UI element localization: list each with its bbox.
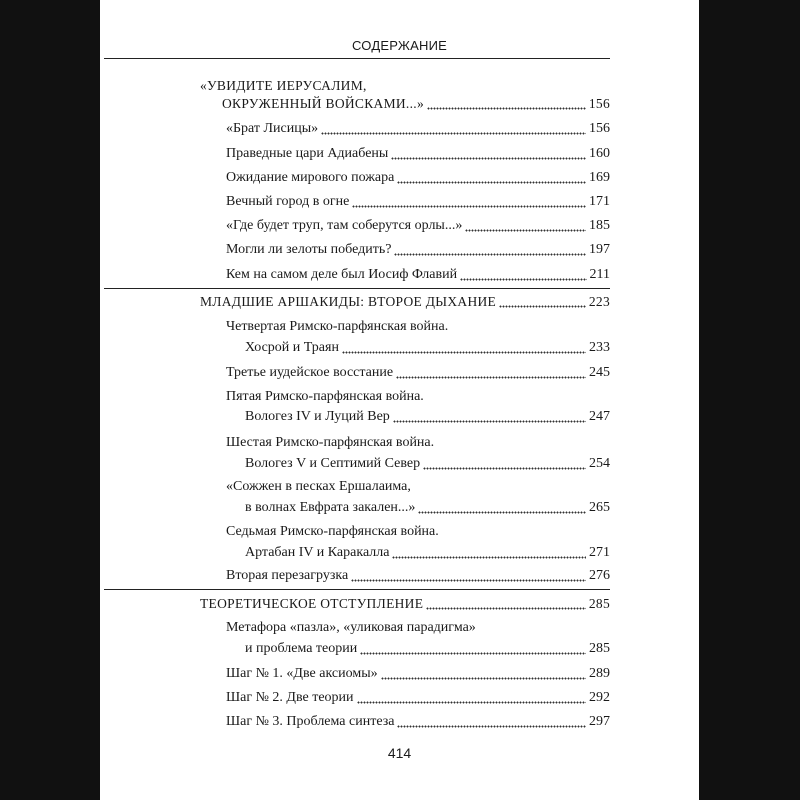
toc-section-title: ТЕОРЕТИЧЕСКОЕ ОТСТУПЛЕНИЕ: [200, 596, 424, 611]
toc-entry-title: «Где будет труп, там соберутся орлы...»: [226, 218, 463, 233]
toc-entry-page: 285: [588, 596, 610, 611]
leader-dots: [352, 197, 586, 211]
toc-section[interactable]: [200, 595, 610, 613]
toc-entry-title: Вечный город в огне: [226, 194, 350, 209]
running-head-rule: [104, 58, 610, 59]
leader-dots: [391, 149, 586, 163]
leader-dots: [392, 548, 586, 562]
toc-entry[interactable]: [226, 665, 610, 683]
leader-dots: [427, 99, 586, 113]
toc-entry-page: 265: [589, 500, 610, 515]
toc-entry-page: 211: [589, 267, 610, 282]
leader-dots: [418, 503, 586, 517]
toc-entry[interactable]: [245, 544, 610, 562]
toc-entry-page: 289: [589, 666, 610, 681]
toc-entry-line1: Пятая Римско-парфянская война.: [226, 389, 424, 404]
toc-entry-page: 156: [589, 121, 610, 136]
leader-dots: [396, 368, 586, 382]
toc-entry-title: Вологез V и Септимий Север: [245, 456, 421, 471]
toc-entry-title: Праведные цари Адиабены: [226, 146, 389, 161]
toc-entry[interactable]: [245, 408, 610, 426]
toc-entry-line1: «Сожжен в песках Ершалаима,: [226, 479, 411, 494]
toc-entry[interactable]: [245, 455, 610, 473]
toc-entry-title: ОКРУЖЕННЫЙ ВОЙСКАМИ...»: [222, 96, 425, 111]
toc-entry-title: Вторая перезагрузка: [226, 568, 349, 583]
toc-entry-title: Шаг № 2. Две теории: [226, 690, 354, 705]
toc-entry[interactable]: [226, 364, 610, 382]
toc-entry-page: 292: [589, 690, 610, 705]
right-dark-margin: [699, 0, 800, 800]
toc-entry-page: 156: [588, 96, 610, 111]
toc-entry-title: Шаг № 3. Проблема синтеза: [226, 714, 395, 729]
page-number: 414: [387, 745, 412, 761]
toc-entry-title: Могли ли зелоты победить?: [226, 242, 392, 257]
toc-entry-title: в волнах Евфрата закален...»: [245, 500, 416, 515]
section-divider: [104, 288, 610, 289]
leader-dots: [351, 571, 586, 585]
toc-entry-title: Кем на самом деле был Иосиф Флавий: [226, 267, 458, 282]
toc-entry-title: Хосрой и Траян: [245, 340, 339, 355]
toc-entry-page: 160: [589, 146, 610, 161]
toc-entry-page: 297: [589, 714, 610, 729]
toc-entry-title: Артабан IV и Каракалла: [245, 545, 390, 560]
toc-entry[interactable]: [226, 713, 610, 731]
toc-entry[interactable]: [222, 95, 610, 113]
toc-entry[interactable]: [245, 499, 610, 517]
leader-dots: [357, 693, 586, 707]
toc-entry-page: 247: [589, 409, 610, 424]
running-head: СОДЕРЖАНИЕ: [351, 38, 447, 53]
leader-dots: [321, 124, 586, 138]
toc-entry-title: Вологез IV и Луций Вер: [245, 409, 390, 424]
toc-entry-title: «Брат Лисицы»: [226, 121, 319, 136]
leader-dots: [499, 297, 586, 311]
toc-entry-page: 271: [589, 545, 610, 560]
toc-entry-page: 285: [589, 641, 610, 656]
section-divider: [104, 589, 610, 590]
toc-entry[interactable]: [226, 266, 610, 284]
leader-dots: [397, 717, 586, 731]
toc-entry[interactable]: [245, 339, 610, 357]
toc-entry[interactable]: [226, 241, 610, 259]
leader-dots: [342, 343, 586, 357]
toc-entry-title: и проблема теории: [245, 641, 358, 656]
toc-entry-title: Ожидание мирового пожара: [226, 170, 395, 185]
left-dark-margin: [0, 0, 100, 800]
toc-entry-page: 276: [589, 568, 610, 583]
toc-entry-page: 223: [588, 294, 610, 309]
leader-dots: [394, 245, 586, 259]
toc-entry[interactable]: [226, 217, 610, 235]
toc-entry[interactable]: [245, 640, 610, 658]
toc-entry-line1: Метафора «пазла», «уликовая парадигма»: [226, 620, 476, 635]
toc-entry[interactable]: [226, 169, 610, 187]
toc-section-title: МЛАДШИЕ АРШАКИДЫ: ВТОРОЕ ДЫХАНИЕ: [200, 294, 497, 309]
toc-entry-line1: Седьмая Римско-парфянская война.: [226, 524, 439, 539]
leader-dots: [397, 173, 586, 187]
leader-dots: [426, 599, 586, 613]
toc-entry[interactable]: [226, 193, 610, 211]
toc-entry-page: 185: [589, 218, 610, 233]
toc-entry-title: Третье иудейское восстание: [226, 365, 394, 380]
leader-dots: [460, 270, 586, 284]
toc-entry-title: Шаг № 1. «Две аксиомы»: [226, 666, 378, 681]
toc-entry[interactable]: [226, 689, 610, 707]
toc-entry[interactable]: [226, 145, 610, 163]
toc-section[interactable]: [200, 293, 610, 311]
leader-dots: [381, 669, 586, 683]
toc-entry-line1: Четвертая Римско-парфянская война.: [226, 319, 449, 334]
leader-dots: [423, 459, 586, 473]
toc-entry-page: 245: [589, 365, 610, 380]
toc-entry-page: 254: [589, 456, 610, 471]
toc-entry-page: 233: [589, 340, 610, 355]
toc-entry-page: 171: [589, 194, 610, 209]
toc-entry[interactable]: [226, 120, 610, 138]
toc-entry-page: 169: [589, 170, 610, 185]
toc-entry-line1: «УВИДИТЕ ИЕРУСАЛИМ,: [200, 78, 367, 93]
toc-entry-page: 197: [589, 242, 610, 257]
leader-dots: [360, 644, 586, 658]
toc-entry-line1: Шестая Римско-парфянская война.: [226, 435, 435, 450]
leader-dots: [393, 412, 586, 426]
toc-entry[interactable]: [226, 567, 610, 585]
leader-dots: [465, 221, 586, 235]
